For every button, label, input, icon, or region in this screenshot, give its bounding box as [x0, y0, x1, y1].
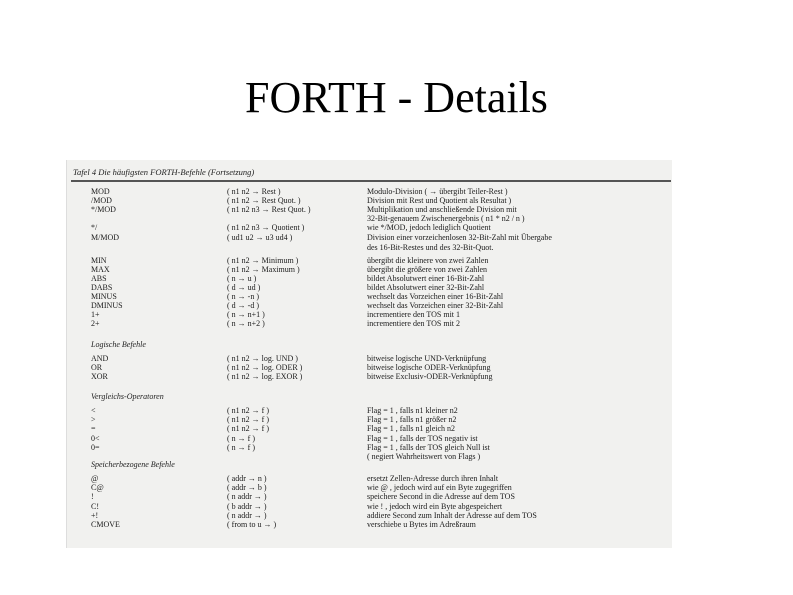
stack-effect-cell: ( n addr → ) — [227, 492, 267, 502]
stack-effect-cell: ( n addr → ) — [227, 510, 267, 520]
description-cell: 32-Bit-genauem Zwischenergebnis ( n1 * n2 / n ) — [367, 214, 525, 224]
description-cell: Division einer vorzeichenlosen 32-Bit-Zahl mit Übergabe — [367, 233, 552, 243]
description-cell: bitweise Exclusiv-ODER-Verknüpfung — [367, 372, 493, 382]
stack-effect-cell: ( n1 n2 → log. ODER ) — [227, 363, 303, 373]
stack-effect-cell: ( n → f ) — [227, 433, 255, 443]
description-cell: übergibt die kleinere von zwei Zahlen — [367, 255, 489, 265]
command-cell: ABS — [91, 273, 107, 283]
command-cell: = — [91, 424, 96, 434]
command-cell: C! — [91, 501, 99, 511]
description-cell: Division mit Rest und Quotient als Resultat ) — [367, 196, 512, 206]
command-cell: < — [91, 406, 96, 415]
description-cell: Flag = 1 , falls n1 kleiner n2 — [367, 406, 458, 415]
stack-effect-cell: ( addr → b ) — [227, 483, 267, 493]
command-cell: ! — [91, 492, 94, 502]
command-cell: /MOD — [91, 196, 112, 206]
stack-effect-cell: ( n1 n2 → f ) — [227, 406, 269, 415]
command-cell: 0< — [91, 433, 100, 443]
stack-effect-cell: ( addr → n ) — [227, 474, 267, 483]
command-cell: */MOD — [91, 205, 116, 215]
stack-effect-cell: ( n → u ) — [227, 273, 257, 283]
command-cell: M/MOD — [91, 233, 120, 243]
command-cell: DABS — [91, 282, 113, 292]
command-cell: CMOVE — [91, 520, 120, 529]
stack-effect-cell: ( b addr → ) — [227, 501, 267, 511]
description-cell: Flag = 1 , falls n1 größer n2 — [367, 415, 457, 425]
stack-effect-cell: ( n1 n2 n3 → Quotient ) — [227, 223, 305, 233]
stack-effect-cell: ( n1 n2 → Rest Quot. ) — [227, 196, 301, 206]
description-cell: wie @ , jedoch wird auf ein Byte zugegriffen — [367, 483, 512, 493]
scanned-table — [66, 160, 672, 548]
description-cell: ( negiert Wahrheitswert von Flags ) — [367, 452, 481, 461]
table-row — [67, 520, 672, 530]
command-cell: C@ — [91, 483, 104, 493]
section-heading: Logische Befehle — [91, 340, 146, 349]
stack-effect-cell: ( n1 n2 n3 → Rest Quot. ) — [227, 205, 311, 215]
command-cell: MIN — [91, 255, 107, 265]
stack-effect-cell: ( n1 n2 → log. EXOR ) — [227, 372, 303, 382]
command-cell: OR — [91, 363, 103, 373]
table-caption: Tafel 4 Die häufigsten FORTH-Befehle (Fortsetzung) — [73, 167, 255, 177]
stack-effect-cell: ( d → ud ) — [227, 282, 261, 292]
stack-effect-cell: ( ud1 u2 → u3 ud4 ) — [227, 233, 293, 243]
table-row — [67, 372, 672, 382]
description-cell: wechselt das Vorzeichen einer 16-Bit-Zahl — [367, 291, 504, 301]
description-cell: Flag = 1 , falls n1 gleich n2 — [367, 424, 456, 434]
description-cell: ersetzt Zellen-Adresse durch ihren Inhalt — [367, 474, 499, 483]
description-cell: Flag = 1 , falls der TOS negativ ist — [367, 433, 478, 443]
description-cell: speichere Second in die Adresse auf dem TOS — [367, 492, 515, 502]
command-cell: MINUS — [91, 291, 117, 301]
stack-effect-cell: ( n → n+2 ) — [227, 319, 265, 329]
stack-effect-cell: ( n1 n2 → f ) — [227, 415, 269, 425]
description-cell: verschiebe u Bytes im Adreßraum — [367, 520, 476, 529]
description-cell: Flag = 1 , falls der TOS gleich Null ist — [367, 442, 490, 452]
caption-rule — [71, 180, 671, 182]
description-cell: bildet Absolutwert einer 16-Bit-Zahl — [367, 273, 485, 283]
command-cell: MAX — [91, 264, 110, 274]
section-heading: Speicherbezogene Befehle — [91, 460, 175, 469]
command-cell: XOR — [91, 372, 108, 382]
stack-effect-cell: ( n1 n2 → Maximum ) — [227, 264, 300, 274]
description-cell: bitweise logische ODER-Verknüpfung — [367, 363, 491, 373]
stack-effect-cell: ( n → f ) — [227, 442, 255, 452]
section-heading: Vergleichs-Operatoren — [91, 392, 164, 401]
command-cell: 2+ — [91, 319, 100, 329]
stack-effect-cell: ( n → n+1 ) — [227, 310, 265, 320]
slide-title: FORTH - Details — [245, 73, 548, 122]
stack-effect-cell: ( from to u → ) — [227, 520, 277, 529]
description-cell: wie */MOD, jedoch lediglich Quotient — [367, 223, 491, 233]
description-cell: bildet Absolutwert einer 32-Bit-Zahl — [367, 282, 485, 292]
description-cell: übergibt die größere von zwei Zahlen — [367, 264, 488, 274]
description-cell: Modulo-Division ( → übergibt Teiler-Rest ) — [367, 187, 508, 196]
stack-effect-cell: ( n1 n2 → f ) — [227, 424, 269, 434]
table-row — [67, 243, 672, 253]
table-row — [67, 319, 672, 329]
table-row — [67, 223, 672, 233]
command-cell: */ — [91, 223, 98, 233]
stack-effect-cell: ( n1 n2 → Minimum ) — [227, 255, 299, 265]
description-cell: des 16-Bit-Restes und des 32-Bit-Quot. — [367, 242, 494, 252]
description-cell: incrementiere den TOS mit 2 — [367, 319, 461, 329]
command-cell: > — [91, 415, 96, 425]
description-cell: wechselt das Vorzeichen einer 32-Bit-Zahl — [367, 301, 504, 310]
command-cell: 0= — [91, 442, 100, 452]
stack-effect-cell: ( n → -n ) — [227, 291, 259, 301]
description-cell: Multiplikation und anschließende Division mit — [367, 205, 517, 215]
stack-effect-cell: ( n1 n2 → log. UND ) — [227, 354, 298, 363]
command-cell: +! — [91, 510, 99, 520]
command-cell: 1+ — [91, 310, 100, 320]
stack-effect-cell: ( n1 n2 → Rest ) — [227, 187, 281, 196]
command-cell: DMINUS — [91, 301, 123, 310]
command-cell: AND — [91, 354, 109, 363]
description-cell: incrementiere den TOS mit 1 — [367, 310, 461, 320]
description-cell: addiere Second zum Inhalt der Adresse auf dem TOS — [367, 510, 537, 520]
description-cell: wie ! , jedoch wird ein Byte abgespeichert — [367, 501, 503, 511]
command-cell: MOD — [91, 187, 110, 196]
stack-effect-cell: ( d → -d ) — [227, 301, 259, 310]
command-cell: @ — [91, 474, 99, 483]
description-cell: bitweise logische UND-Verknüpfung — [367, 354, 487, 363]
